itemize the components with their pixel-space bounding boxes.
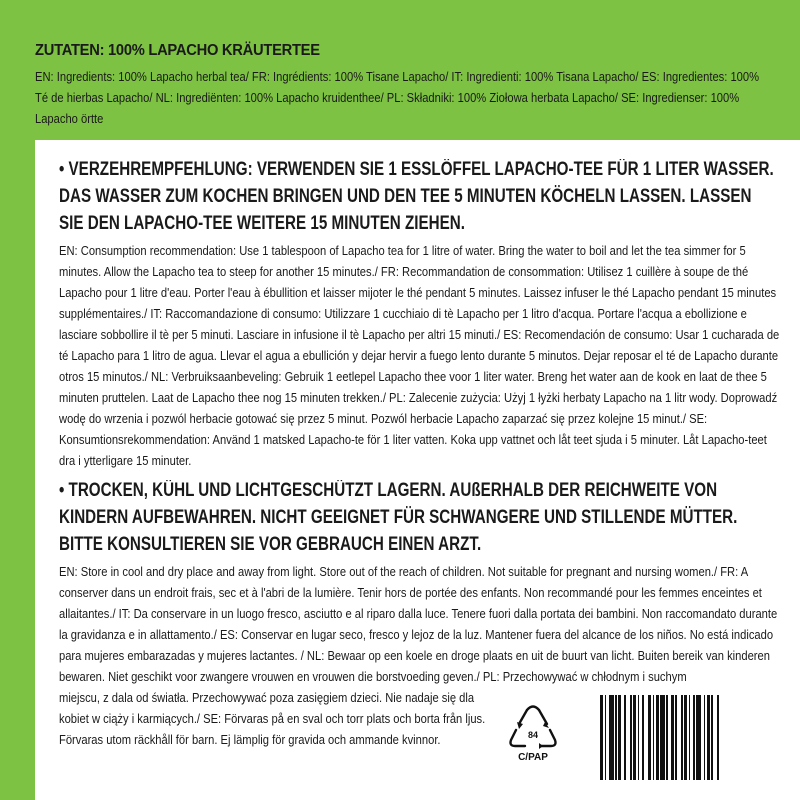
- usage-translations: EN: Consumption recommendation: Use 1 tablespoon of Lapacho tea for 1 litre of water. Bring the water to boil and let the tea simmer for 5 minutes. Allow the Lapacho tea to steep for another 15 minutes./ FR: Recommandation de consommation: Utilisez 1 cuillère à soupe de thé Lapacho pour 1 litre d'eau. Porter l'eau à ébullition et laisser mijoter le thé pendant 5 minutes. Laissez infuser le thé Lapacho pendant 15 minutes supplémentaires./ IT: Raccomandazione di consumo: Utilizzare 1 cucchiaio di tè Lapacho per 1 litro d'acqua. Portare l'acqua a ebollizione e lasciare sobbollire il tè per 5 minuti. Lasciare in infusione il tè Lapacho per altri 15 minuti./ ES: Recomendación de consumo: Usar 1 cucharada de té Lapacho para 1 litro de agua. Llevar el agua a ebullición y dejar hervir a fuego lento durante 5 minutos. Dejar reposar el té de Lapacho durante otros 15 minutos./ NL: Verbruiksaanbeveling: Gebruik 1 eetlepel Lapacho thee voor 1 liter water. Breng het water aan de kook en laat de thee 5 minuten pruttelen. Laat de Lapacho thee nog 15 minuten trekken./ PL: Zalecenie zużycia: Użyj 1 łyżki herbaty Lapacho na 1 litr wody. Doprowadź wodę do wrzenia i pozwól herbacie gotować się przez 5 minut. Pozwól herbacie Lapacho zaparzać się przez kolejne 15 minut./ SE: Konsumtionsrekommendation: Använd 1 matsked Lapacho-te för 1 liter vatten. Koka upp vattnet och låt teet sjuda i 5 minuter. Låt Lapacho-teet dra i ytterligare 15 minuter.: [59, 243, 780, 468]
- recycling-triangle-icon: [497, 700, 569, 762]
- usage-heading: • VERZEHREMPFEHLUNG: VERWENDEN SIE 1 ESSLÖFFEL LAPACHO-TEE FÜR 1 LITER WASSER. DAS WASSER ZUM KOCHEN BRINGEN UND DEN TEE 5 MINUTEN KÖCHELN LASSEN. LASSEN SIE DEN LAPACHO-TEE WEITERE 15 MINUTEN ZIEHEN.: [59, 159, 774, 234]
- storage-heading: • TROCKEN, KÜHL UND LICHTGESCHÜTZT LAGERN. AUßERHALB DER REICHWEITE VON KINDERN AUFBEWAHREN. NICHT GEEIGNET FÜR SCHWANGERE UND STILLENDE MÜTTER. BITTE KONSULTIEREN SIE VOR GEBRAUCH EINEN ARZT.: [59, 480, 738, 555]
- barcode: [600, 695, 760, 780]
- recycling-code: 84: [527, 730, 539, 740]
- storage-translations-continued: miejscu, z dala od światła. Przechowywać poza zasięgiem dzieci. Nie nadaje się dla kobiet w ciąży i karmiących./ SE: Förvaras på en sval och torr plats och borta från ljus. Förvaras utom räckhåll för barn. Ej lämplig för gravida och ammande kvinnor.: [59, 690, 486, 747]
- storage-translations: EN: Store in cool and dry place and away from light. Store out of the reach of children. Not suitable for pregnant and nursing women./ FR: A conserver dans un endroit frais, sec et à l'abri de la lumière. Tenir hors de portée des enfants. Non recommandé pour les femmes enceintes et allaitantes./ IT: Da conservare in un luogo fresco, asciutto e al riparo dalla luce. Tenere fuori dalla portata dei bambini. Non raccomandato durante la gravidanza e in allattamento./ ES: Conservar en lugar seco, fresco y lejoz de la luz. Mantener fuera del alcance de los niños. No está indicado para mujeres embarazadas y mujeres lactantes. / NL: Bewaar op een koele en droge plaats en uit de buurt van licht. Buiten bereik van kinderen bewaren. Niet geschikt voor zwangere vrouwen en vrouwen die borstvoeding geven./ PL: Przechowywać w chłodnym i suchym: [59, 564, 778, 684]
- label-panel: [35, 140, 800, 800]
- ingredients-heading: ZUTATEN: 100% LAPACHO KRÄUTERTEE: [35, 42, 320, 59]
- recycling-label: C/PAP: [518, 752, 548, 762]
- ingredients-header: [0, 0, 800, 140]
- ingredients-translations: EN: Ingredients: 100% Lapacho herbal tea/ FR: Ingrédients: 100% Tisane Lapacho/ IT: Ingredienti: 100% Tisana Lapacho/ ES: Ingredientes: 100% Té de hierbas Lapacho/ NL: Ingrediënten: 100% Lapacho kruidenthee/ PL: Składniki: 100% Ziołowa herbata Lapacho/ SE: Ingredienser: 100% Lapacho örtte: [35, 69, 760, 126]
- barcode-stripe: [719, 695, 722, 780]
